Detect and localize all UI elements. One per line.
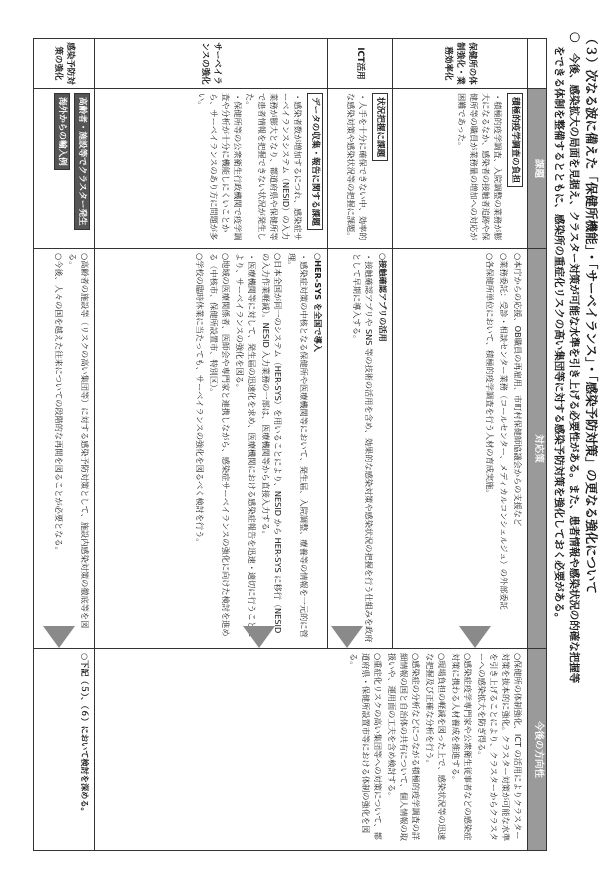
response-item: ○各保健所単位において、積極的疫学調査を行う人材の育成実施。 <box>485 253 495 498</box>
category-surveillance: サーベイランスの強化 <box>95 39 328 89</box>
issue-prevention <box>34 89 95 249</box>
response-surveillance <box>95 249 328 649</box>
category-ict: ICT活用 <box>328 39 393 89</box>
issue-tag: データの収集・報告に関する課題 <box>307 93 323 230</box>
issue-tag: 積極的疫学調査の負担 <box>507 93 523 187</box>
direction-item: ○感染症の分析などにつながる積極的疫学調査の詳細情報の国と自治体の共有について、個人情報の取扱いや、運用面の工夫を含め検討する。 <box>387 653 421 841</box>
issue-hokenjo <box>393 89 528 249</box>
direction-item: ○保健所の体制強化、ICT の活用によりクラスター対策を抜本的に強化。クラスター対策が可能な水準を引き上げることにより、クラスターからクラスターへの感染拡大を防ぎ得る。 <box>477 653 523 842</box>
measures-table <box>33 38 547 851</box>
col-header-response: 対応策 <box>528 249 547 649</box>
direction-item: ○感染症疫学専門家や公衆衛生従事者などの感染症対策に携わる人材養成を推進する。 <box>451 653 473 841</box>
arrow-right-icon <box>459 626 491 648</box>
response-item: ○学校の臨時休業に当たっても、サーベイランスの強化を図るべく検討を行う。 <box>195 253 205 547</box>
response-prevention <box>34 249 95 649</box>
direction-prevention <box>34 649 95 851</box>
issue-ict <box>328 89 393 249</box>
direction-main <box>95 649 528 851</box>
intro-line-2: をできる体制を整備するとともに、感染所の重症化リスクの高い集団等に対する感染予防対策を強化しておく必要がある。 <box>553 46 565 624</box>
response-item: ○今後、人々の国を越えた往来についての段階的な再開を図ることが必要となる。 <box>54 253 64 555</box>
response-item: ○本庁からの応援、OB職員の再雇用、市町村保健師協議会からの支援など <box>513 253 523 527</box>
arrow-right-icon <box>243 626 275 648</box>
category-prevention: 感染予防対策の強化 <box>34 39 95 89</box>
corner-cell <box>528 39 547 89</box>
response-hokenjo <box>393 249 528 649</box>
response-item: ○接触確認アプリの活用 <box>378 253 388 342</box>
issue-text: ・人手を十分に確保できない中、効率的な感染対策や感染状況等の把握に課題。 <box>346 93 368 241</box>
arrow-right-icon <box>43 626 75 648</box>
direction-item: ○現場負担の軽減を図った上で、感染状況等の迅速な把握及び正確な分析を行う。 <box>425 653 447 841</box>
intro-text <box>551 32 581 852</box>
issue-text: ・感染者数が増加するにつれ、感染症サーベイランスシステム（NESID）の入力業務が膨大となり、都道府県や保健所等で患者情報を把握できない状況が発生した。 ・保健所等の公衆衛生行政機関で疫学調査や分析が十分に機能しにくいことから、サーベイランスのあり方に問題が多い。 <box>197 93 303 241</box>
response-item: ・医療機関等に対して、発生届の迅速化を求め、医療機関における感染症報告を迅速・適切に行うことにより、サーベイランスの強化を図る。 <box>235 253 257 638</box>
table-row <box>393 39 528 851</box>
issue-tag: 高齢者・施設等でクラスター発生 <box>74 93 90 230</box>
col-header-direction: 今後の方向性 <box>528 649 547 851</box>
intro-line-1: 〇 今後、感染拡大の局面を見据え、クラスター対策が可能な水準を引き上げる必要性がある。また、患者情報や感染状況の的確な把握等 <box>568 32 580 684</box>
section-heading: （３）次なる波に備えた「保健所機能」・「サーベイランス」・「感染予防対策」の更なる強化について <box>584 32 599 594</box>
issue-text: ・積極的疫学調査、入院調整の業務が膨大になるなか、感染者の接触者追跡や保健所等の職員が業務量の増加への対応が困難であった。 <box>457 93 503 241</box>
response-ict <box>328 249 393 649</box>
issue-tag: 海外からの輸入例 <box>54 93 70 170</box>
response-item: ・感染症対策の中核となる保健所や医療機関等において、発生届、入院調整、療養等の情報を一元的に管理。 <box>287 253 309 638</box>
response-item: ○HER-SYS を全国で導入 <box>313 253 323 352</box>
direction-item: ○下記（５）、（６）において検討を深める。 <box>80 653 90 816</box>
response-item: ○地域の医療関係者、医師会や専門家と連携しながら、感染症サーベイランスの強化に向けた検討を進める（中核市、保健所設置市、特別区）。 <box>209 253 231 637</box>
issue-tag: 状況把握に課題 <box>372 93 388 161</box>
category-hokenjo: 保健所の体制強化・業務効率化 <box>393 39 528 89</box>
arrow-right-icon <box>331 626 363 648</box>
response-item: ・接触確認アプリや SNS 等の技術の活用を含め、効果的な感染対策や感染状況の把握を行う仕組みを政府として早期に導入する。 <box>352 253 374 643</box>
direction-item: ○重症化リスクの高い集団等への対策について、都道府県・保健所設置市等における体制の強化を図る。 <box>349 653 383 840</box>
table-row <box>34 39 95 851</box>
col-header-issue: 課題 <box>528 89 547 249</box>
response-item: ○日本全国が同一のシステム（HER-SYS）を用いることにより、NESID から HER-SYS に移行（NESID の入力作業軽減）。NESID 入力業務の一部は、医療機関等から直接入力する。 <box>261 253 283 634</box>
response-item: ○高齢者の施設等（リスクの高い集団等）に対する感染予防対策として、施設内感染対策の徹底等を図る。 <box>68 253 90 629</box>
issue-surveillance <box>95 89 328 249</box>
response-item: ○業務委託：受診・相談センター業務（コールセンター、メディカルコンシェルジュ）の外部委託 <box>499 253 509 610</box>
